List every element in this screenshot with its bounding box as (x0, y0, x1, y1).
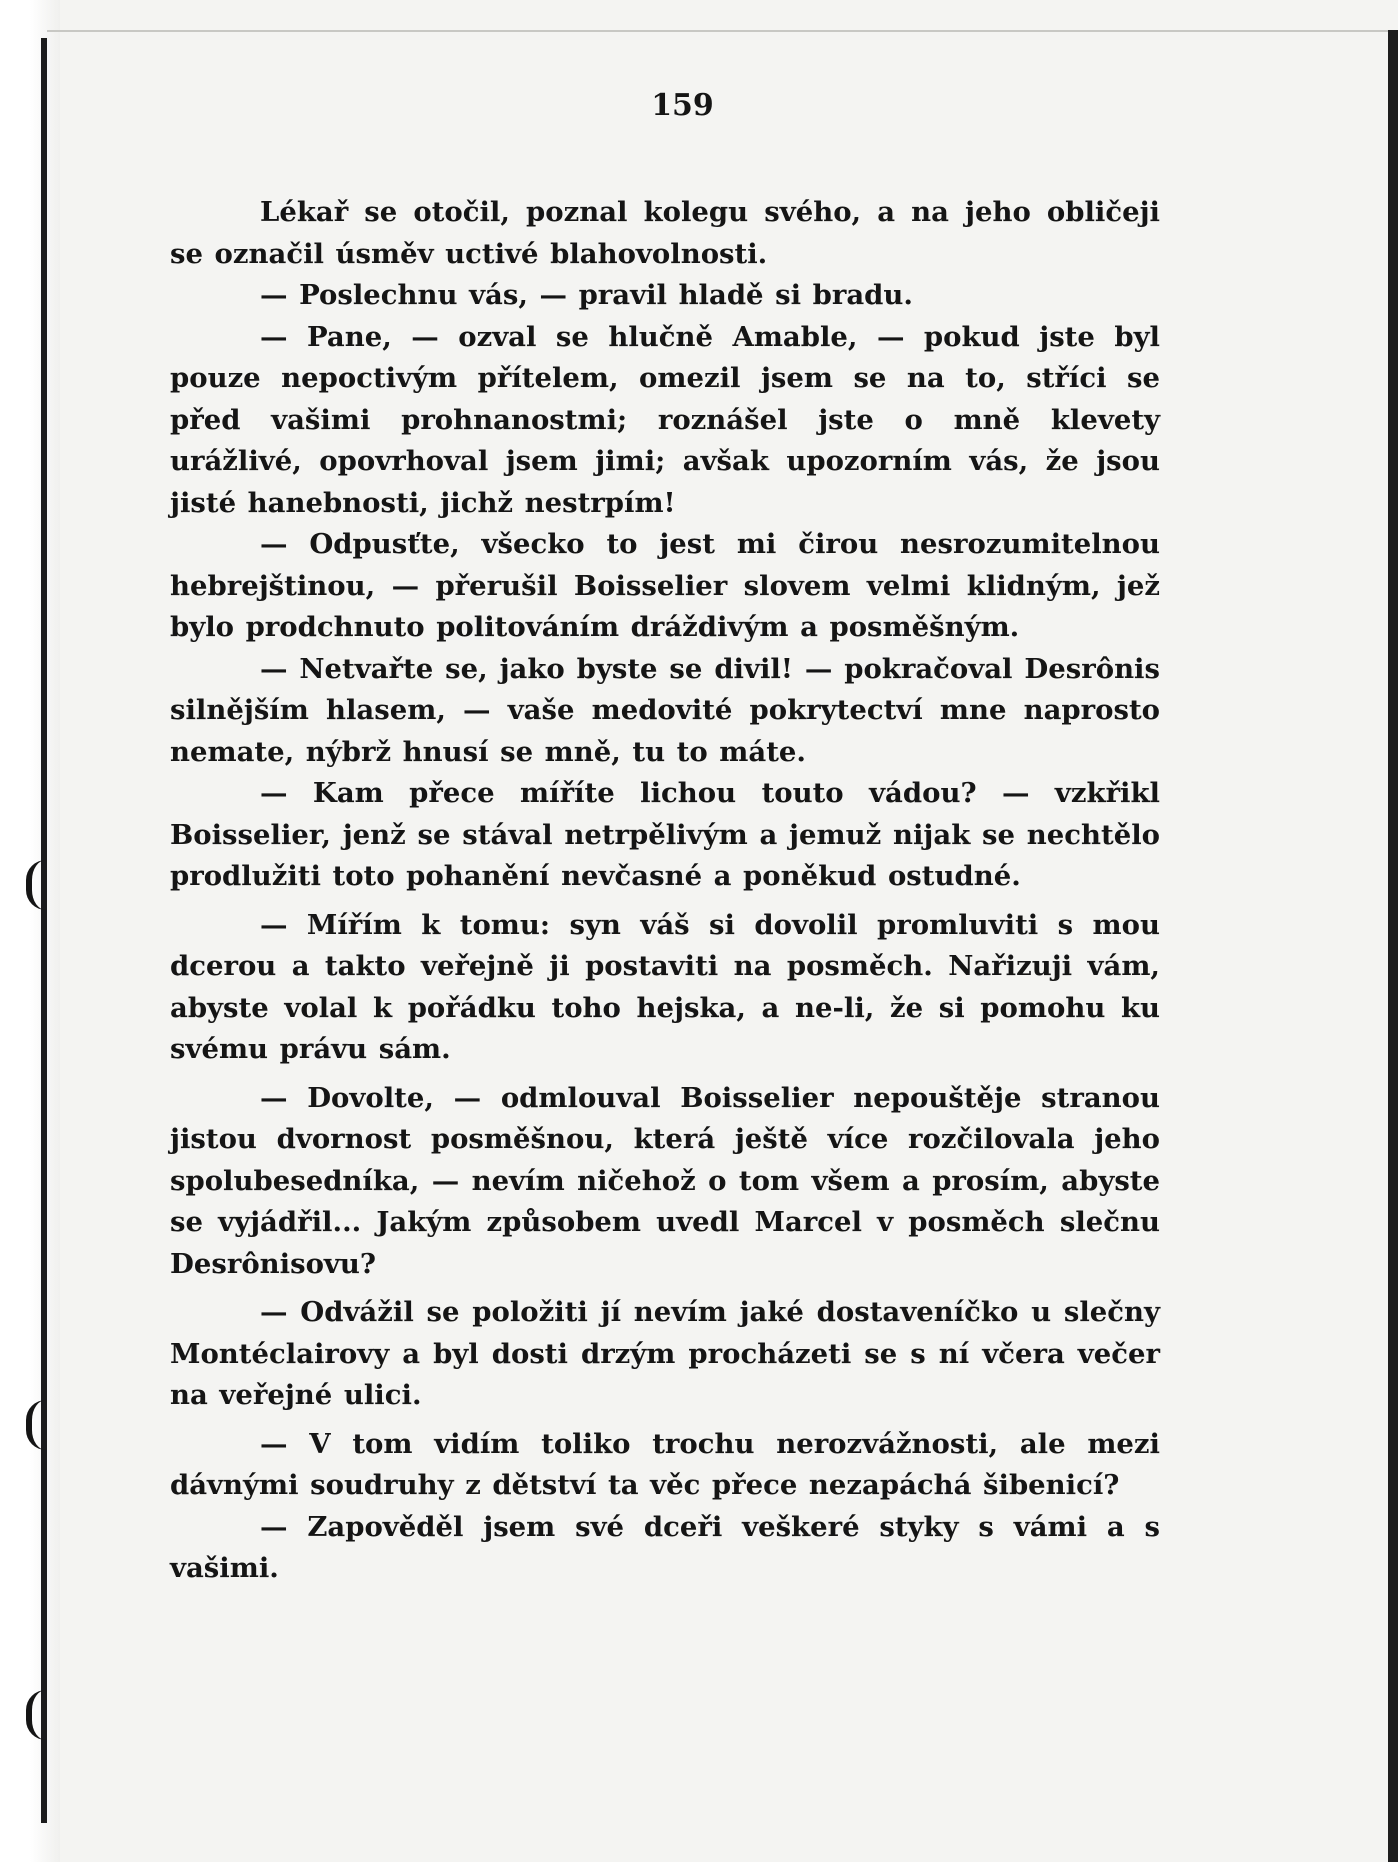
paragraph: — Zapověděl jsem své dceři veškeré styky s vámi a s vašimi. (170, 1510, 1160, 1584)
paragraph: — Odpusťte, všecko to jest mi čirou nesrozumitelnou hebrejštinou, — přerušil Boisselier slovem velmi klidným, jež bylo prodchnuto politováním dráždivým a posměšným. (170, 528, 1160, 643)
page-number: 159 (651, 88, 714, 123)
book-page (170, 86, 1160, 1590)
paragraph: — Pane, — ozval se hlučně Amable, — pokud jste byl pouze nepoctivým přítelem, omezil jsem se na to, stříci se před vašimi prohnanostmi; roznášel jste o mně klevety urážlivé, opovrhoval jsem jimi; avšak upozorním vás, že jsou jisté hanebnosti, jichž nestrpím! (170, 320, 1160, 519)
page-top-edge (47, 30, 1398, 32)
page-binding-edge (0, 0, 60, 1862)
binding-line (41, 38, 47, 1823)
paragraph: — Kam přece míříte lichou touto vádou? — vzkřikl Boisselier, jenž se stával netrpělivým a jemuž nijak se nechtělo prodlužiti toto pohanění nevčasné a poněkud ostudné. (170, 777, 1160, 892)
paragraph: — Poslechnu vás, — pravil hladě si bradu. (260, 279, 913, 311)
paragraph: — V tom vidím toliko trochu nerozvážnosti, ale mezi dávnými soudruhy z dětství ta věc přece nezapáchá šibenicí? (170, 1427, 1160, 1501)
paragraph: — Odvážil se položiti jí nevím jaké dostaveníčko u slečny Montéclairovy a byl dosti drzým procházeti se s ní včera večer na veřejné ulici. (170, 1296, 1160, 1411)
paragraph: — Netvařte se, jako byste se divil! — pokračoval Desrônis silnějším hlasem, — vaše medovité pokrytectví mne naprosto nemate, nýbrž hnusí se mně, tu to máte. (170, 652, 1160, 768)
paragraph: — Dovolte, — odmlouval Boisselier nepouštěje stranou jistou dvornost posměšnou, která ještě více rozčilovala jeho spolubesedníka, — nevím ničehož o tom všem a prosím, abyste se vyjádřil... Jakým způsobem uvedl Marcel v posměch slečnu Desrônisovu? (170, 1081, 1160, 1280)
page-right-edge (1388, 30, 1398, 1862)
paragraph: Lékař se otočil, poznal kolegu svého, a na jeho obličeji se označil úsměv uctivé blahovolnosti. (170, 196, 1160, 270)
paragraph: — Mířím k tomu: syn váš si dovolil promluviti s mou dcerou a takto veřejně ji postaviti na posměch. Nařizuji vám, abyste volal k pořádku toho hejska, a ne-li, že si pomohu ku svému právu sám. (170, 908, 1160, 1065)
